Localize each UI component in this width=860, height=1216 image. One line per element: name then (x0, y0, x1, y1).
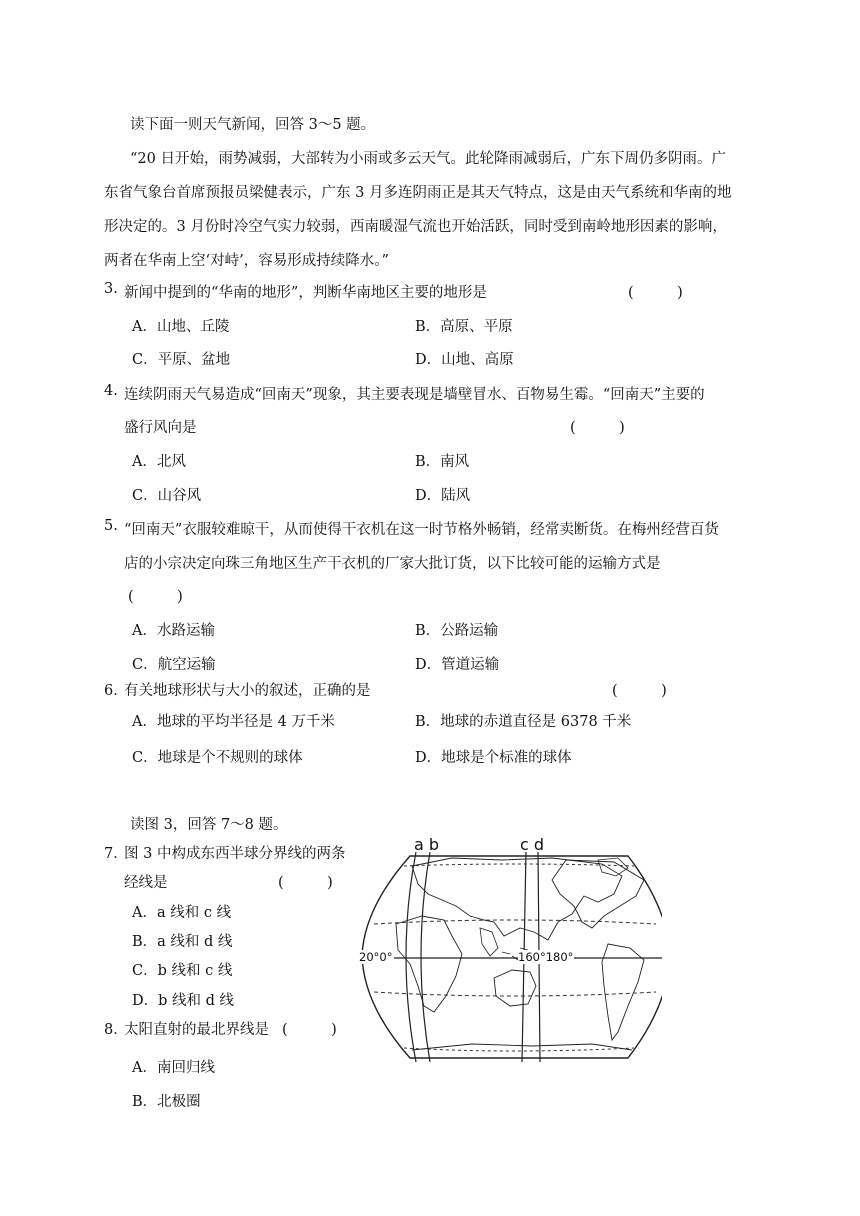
question-number: 3. (104, 281, 118, 297)
question-number: 4. (104, 383, 118, 399)
question-number: 8． (104, 1022, 128, 1038)
option-a: A．a 线和 c 线 (132, 905, 232, 921)
intro-figure-3: 读图 3，回答 7～8 题。 (130, 817, 288, 833)
option-b: B．地球的赤道直径是 6378 千米 (415, 714, 632, 730)
option-a: A．南回归线 (132, 1060, 215, 1076)
option-a: A．水路运输 (132, 623, 215, 639)
world-map-svg (352, 836, 662, 1066)
question-stem: 经线是 (124, 875, 168, 891)
option-a: A．地球的平均半径是 4 万千米 (132, 714, 335, 730)
meridian-b (421, 852, 430, 1062)
option-c: C．b 线和 c 线 (132, 963, 233, 979)
question-number: 7． (104, 846, 128, 862)
answer-paren: ( ) (282, 1022, 337, 1038)
option-b: B．北极圈 (132, 1094, 201, 1110)
answer-paren: ( ) (628, 285, 683, 301)
question-stem: 有关地球形状与大小的叙述，正确的是 (124, 683, 371, 699)
question-stem: 图 3 中构成东西半球分界线的两条 (124, 846, 346, 862)
news-line: “20 日开始，雨势减弱，大部转为小雨或多云天气。此轮降雨减弱后，广东下周仍多阴雨。广 (130, 151, 726, 167)
india-landmass (480, 928, 498, 956)
question-stem: 太阳直射的最北界线是 (124, 1022, 269, 1038)
antarctic-circle (404, 1048, 634, 1051)
option-c: C．山谷风 (132, 488, 202, 504)
answer-paren: ( ) (612, 683, 667, 699)
question-stem: 盛行风向是 (124, 420, 197, 436)
option-b: B．高原、平原 (415, 319, 513, 335)
intro-weather: 读下面一则天气新闻，回答 3～5 题。 (130, 117, 376, 133)
label-ab: a b (414, 836, 440, 854)
question-number: 6． (104, 683, 128, 699)
australia-landmass (494, 970, 536, 1006)
news-line: 形决定的。3 月份时冷空气实力较弱，西南暖湿气流也开始活跃，同时受到南岭地形因素的影响， (104, 219, 727, 235)
label-cd: c d (520, 836, 545, 854)
label-160-180: 160°180° (518, 950, 574, 964)
option-c: C．平原、盆地 (132, 352, 231, 368)
option-c: C．航空运输 (132, 657, 216, 673)
option-d: D．管道运输 (415, 657, 500, 673)
option-c: C．地球是个不规则的球体 (132, 750, 303, 766)
option-d: D．陆风 (415, 488, 471, 504)
answer-paren: ( ) (570, 420, 625, 436)
question-stem: 连续阴雨天气易造成“回南天”现象，其主要表现是墙壁冒水、百物易生霉。“回南天”主要的 (124, 387, 705, 403)
world-map-figure (352, 836, 662, 1066)
option-a: A．山地、丘陵 (132, 319, 230, 335)
tropic-of-cancer (374, 920, 656, 924)
question-stem: 新闻中提到的“华南的地形”，判断华南地区主要的地形是 (124, 285, 487, 301)
greenland-landmass (598, 858, 628, 876)
question-stem: 店的小宗决定向珠三角地区生产干衣机的厂家大批订货，以下比较可能的运输方式是 (124, 556, 661, 572)
option-d: D．地球是个标准的球体 (415, 750, 572, 766)
question-stem: “回南天”衣服较难晾干，从而使得干衣机在这一时节格外畅销，经常卖断货。在梅州经营百货 (124, 522, 719, 538)
answer-paren: ( ) (128, 589, 183, 605)
option-d: D．b 线和 d 线 (132, 993, 235, 1009)
news-line: 东省气象台首席预报员梁健表示，广东 3 月多连阴雨正是其天气特点，这是由天气系统和华南的地 (104, 185, 732, 201)
eurasia-landmass (412, 858, 622, 940)
question-number: 5. (104, 518, 118, 534)
option-d: D．山地、高原 (415, 352, 514, 368)
meridian-a (406, 852, 416, 1062)
answer-paren: ( ) (278, 875, 333, 891)
news-line: 两者在华南上空‘对峙’，容易形成持续降水。” (104, 253, 389, 269)
option-a: A．北风 (132, 454, 186, 470)
option-b: B．南风 (415, 454, 470, 470)
option-b: B．a 线和 d 线 (132, 934, 233, 950)
option-b: B．公路运输 (415, 623, 499, 639)
tropic-of-capricorn (374, 992, 656, 996)
label-20-0: 20°0° (359, 950, 393, 964)
